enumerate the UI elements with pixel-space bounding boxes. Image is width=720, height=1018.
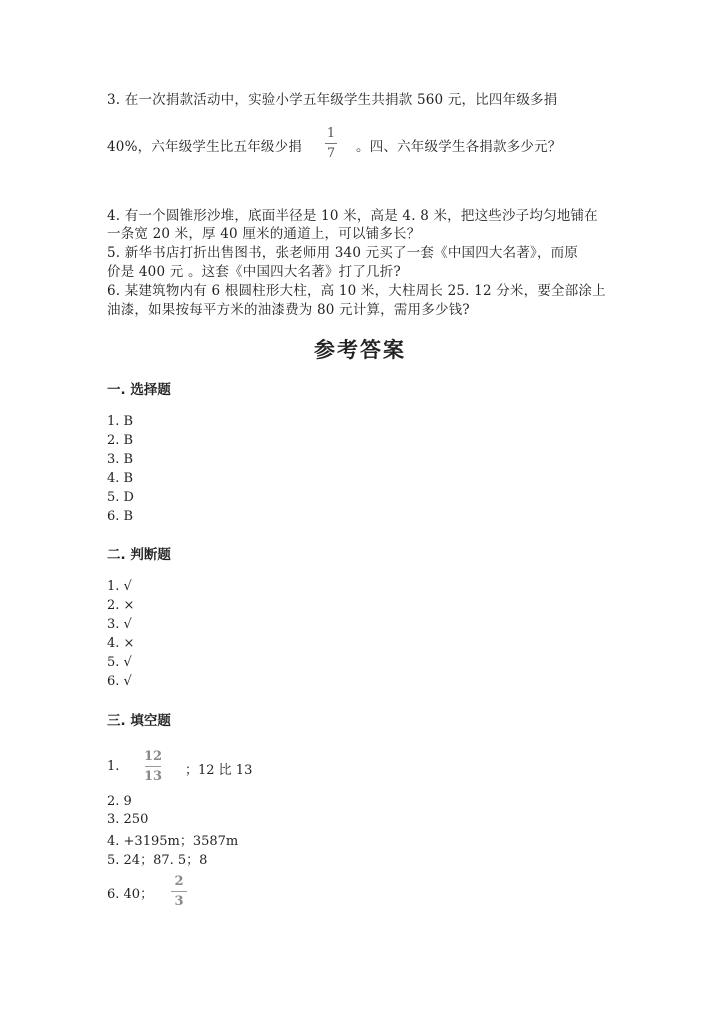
answer-1-fraction — [144, 749, 162, 784]
list-item: 4. +3195m；3587m — [107, 834, 239, 849]
fraction-bar — [325, 143, 337, 144]
answer-1-label: 1. — [107, 759, 120, 774]
q5-line1: 5. 新华书店打折出售图书，张老师用 340 元买了一套《中国四大名著》，而原 — [107, 245, 579, 261]
q3-line1: 3. 在一次捐款活动中，实验小学五年级学生共捐款 560 元，比四年级多捐 — [107, 92, 558, 108]
section-heading-fill: 三. 填空题 — [107, 713, 171, 729]
answer-6-label: 6. 40； — [107, 887, 154, 902]
q6-line1: 6. 某建筑物内有 6 根圆柱形大柱，高 10 米，大柱周长 25. 12 分米，要全部涂上 — [107, 283, 606, 299]
list-item: 5. 24；87. 5；8 — [107, 853, 208, 868]
list-item: 4. B — [107, 471, 134, 486]
list-item: 5. D — [107, 490, 134, 505]
answer-1-denominator: 13 — [144, 769, 163, 784]
q4-line1: 4. 有一个圆锥形沙堆，底面半径是 10 米，高是 4. 8 米，把这些沙子均匀地铺在 — [107, 208, 598, 224]
list-item: 1. √ — [107, 579, 132, 594]
answer-6-numerator: 2 — [174, 874, 184, 889]
list-item: 2. 9 — [107, 794, 132, 809]
list-item: 1. B — [107, 414, 134, 429]
q3-line2-after: 。四、六年级学生各捐款多少元？ — [356, 139, 562, 155]
q4-line2: 一条宽 20 米，厚 40 厘米的通道上，可以铺多长？ — [107, 226, 421, 242]
answer-1-text: ；12 比 13 — [185, 763, 253, 778]
list-item: 5. √ — [107, 655, 132, 670]
q3-fraction-numerator: 1 — [326, 126, 336, 141]
section-heading-judge: 二. 判断题 — [107, 547, 171, 563]
list-item: 3. B — [107, 452, 134, 467]
list-item: 6. B — [107, 509, 134, 524]
section-heading-choice: 一. 选择题 — [107, 382, 171, 398]
list-item: 2. × — [107, 598, 135, 613]
list-item: 6. √ — [107, 674, 132, 689]
list-item: 4. × — [107, 636, 135, 651]
q3-fraction — [325, 126, 337, 161]
list-item: 3. 250 — [107, 812, 149, 827]
fraction-bar — [171, 891, 187, 892]
q5-line2: 价是 400 元 。这套《中国四大名著》打了几折? — [107, 264, 401, 280]
answer-6-fraction — [171, 874, 187, 909]
q3-line2-before: 40%，六年级学生比五年级少捐 — [107, 139, 303, 155]
answer-6-denominator: 3 — [174, 894, 184, 909]
list-item: 3. √ — [107, 617, 132, 632]
answers-title: 参考答案 — [314, 337, 406, 362]
fraction-bar — [145, 766, 161, 767]
answer-1-numerator: 12 — [144, 749, 163, 764]
q6-line2: 油漆，如果按每平方米的油漆费为 80 元计算，需用多少钱? — [107, 302, 470, 318]
list-item: 2. B — [107, 433, 134, 448]
q3-fraction-denominator: 7 — [326, 146, 336, 161]
